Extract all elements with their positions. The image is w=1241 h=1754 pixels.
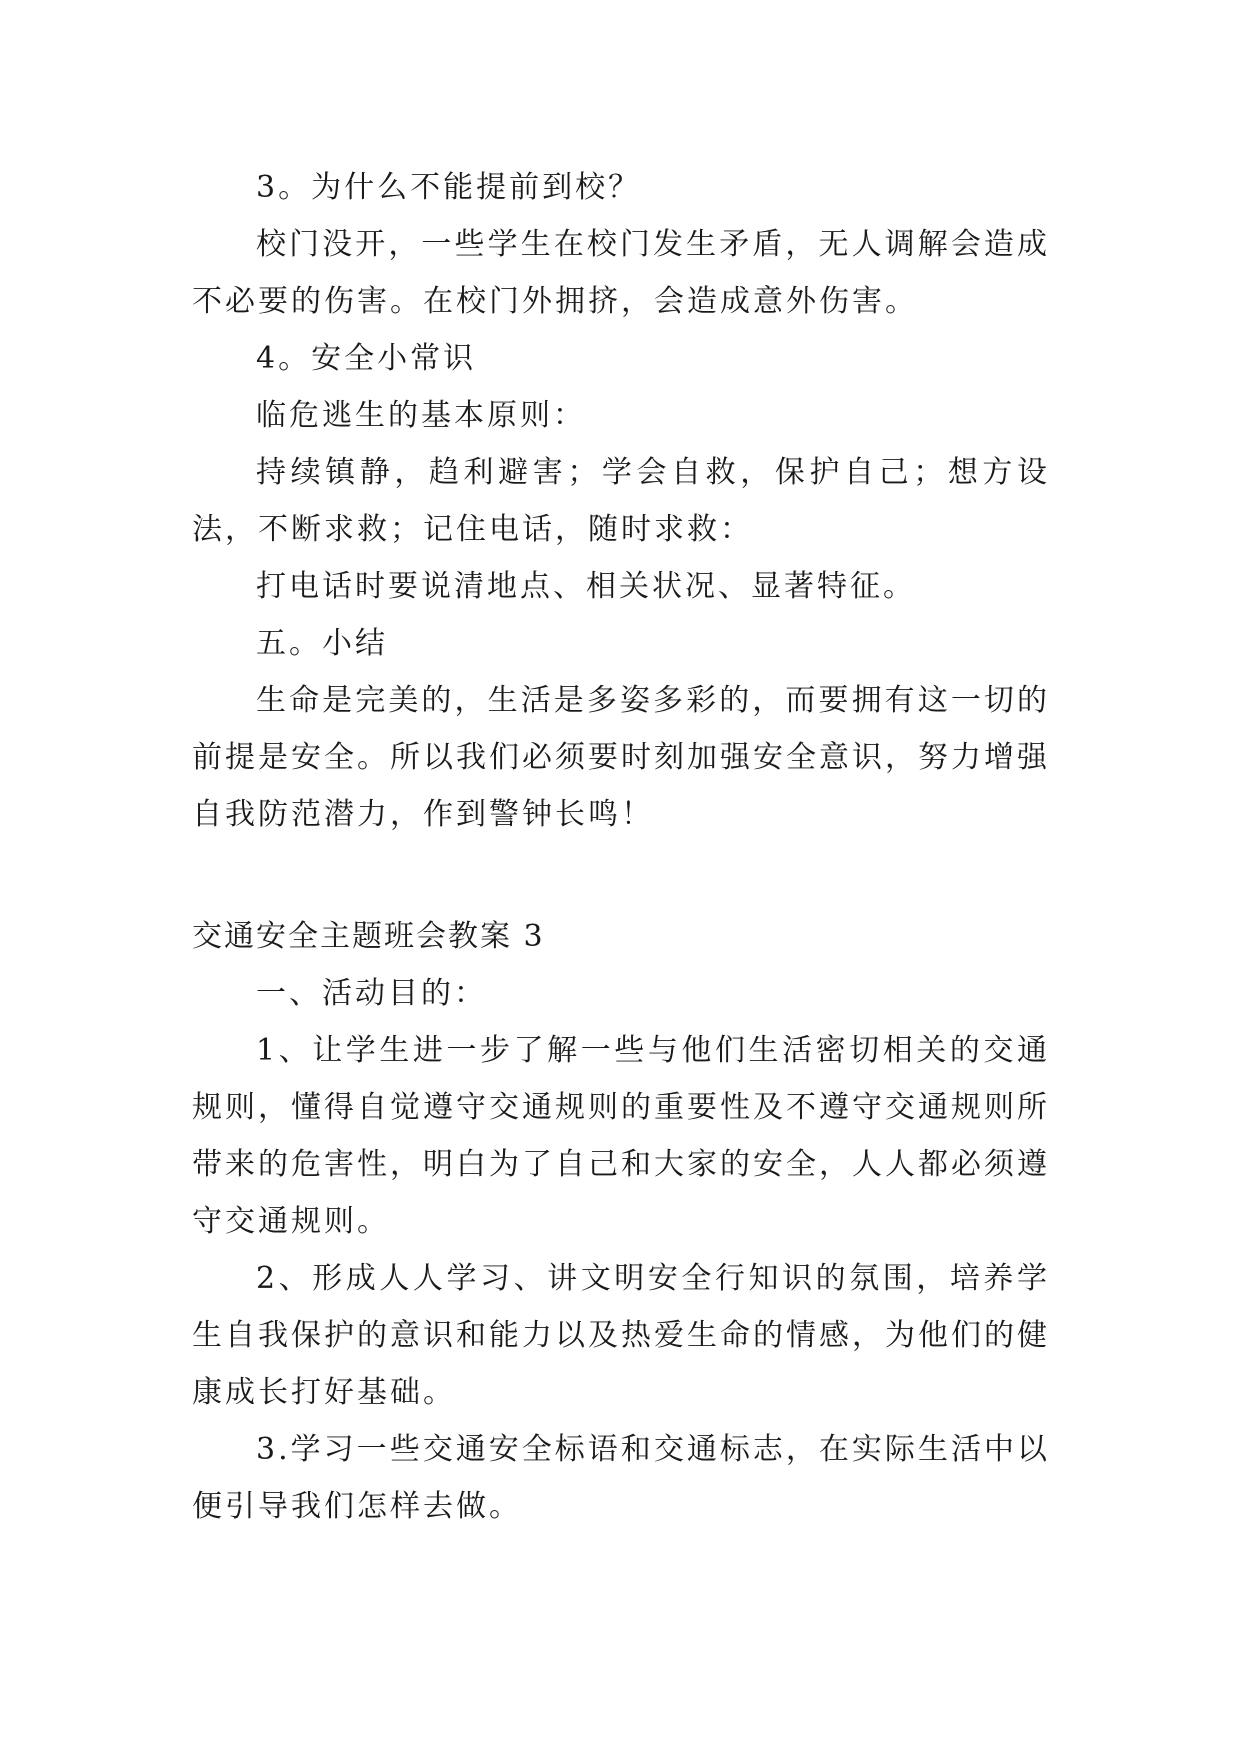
q4-heading: 4。安全小常识 bbox=[256, 341, 477, 376]
goal-2: 2、形成人人学习、讲文明安全行知识的氛围，培养学生自我保护的意识和能力以及热爱生命的情感，为他们的健康成长打好基础。 bbox=[192, 1261, 1050, 1410]
summary-body: 生命是完美的，生活是多姿多彩的，而要拥有这一切的前提是安全。所以我们必须要时刻加强安全意识，努力增强自我防范潜力，作到警钟长鸣！ bbox=[192, 683, 1050, 832]
q3-body: 校门没开，一些学生在校门发生矛盾，无人调解会造成不必要的伤害。在校门外拥挤，会造成意外伤害。 bbox=[192, 227, 1050, 319]
document-title: 交通安全主题班会教案 3 bbox=[192, 919, 545, 954]
section-safety-tips bbox=[192, 159, 1050, 843]
summary-heading: 五。小结 bbox=[256, 626, 388, 661]
q4-phone-tip: 打电话时要说清地点、相关状况、显著特征。 bbox=[256, 569, 916, 604]
goals-heading: 一、活动目的： bbox=[256, 976, 487, 1011]
goal-1: 1、让学生进一步了解一些与他们生活密切相关的交通规则，懂得自觉遵守交通规则的重要性及不遵守交通规则所带来的危害性，明白为了自己和大家的安全，人人都必须遵守交通规则。 bbox=[192, 1033, 1050, 1239]
goal-3: 3.学习一些交通安全标语和交通标志，在实际生活中以便引导我们怎样去做。 bbox=[192, 1432, 1050, 1524]
q4-principles: 持续镇静，趋利避害；学会自救，保护自己；想方设法，不断求救；记住电话，随时求救： bbox=[192, 455, 1050, 547]
q3-heading: 3。为什么不能提前到校？ bbox=[256, 170, 642, 205]
q4-subheading: 临危逃生的基本原则： bbox=[256, 398, 586, 433]
section-lesson-plan-3 bbox=[192, 908, 1050, 1535]
